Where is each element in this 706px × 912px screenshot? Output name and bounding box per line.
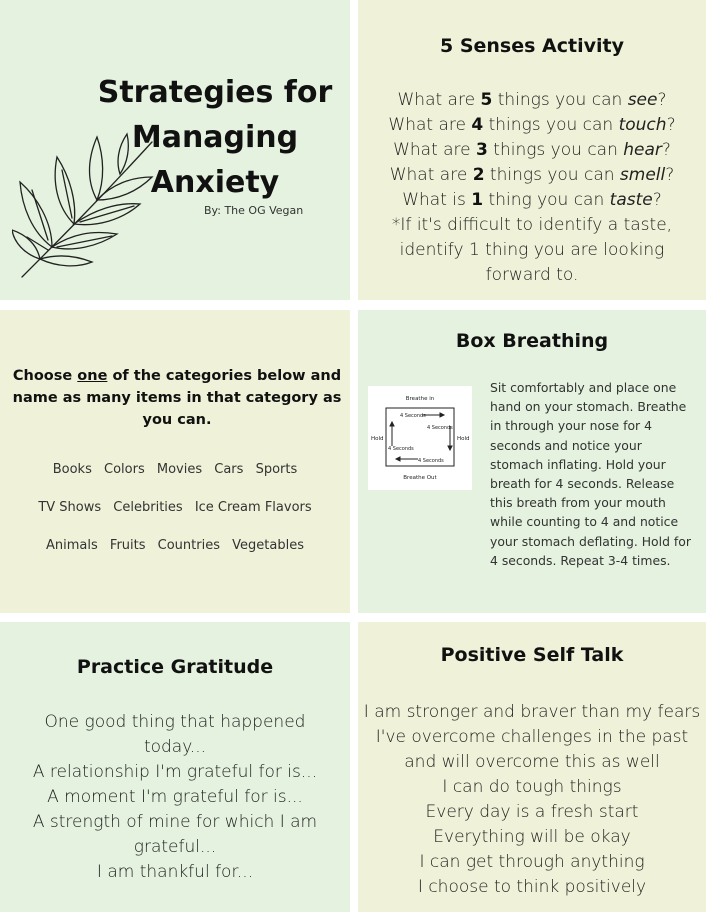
- category-item: Countries: [157, 538, 220, 553]
- diagram-right-label: Hold: [457, 436, 470, 442]
- self-talk-card: [358, 622, 706, 912]
- gratitude-list: [0, 710, 350, 885]
- diagram-seconds-label: 4 Seconds: [400, 413, 426, 419]
- self-talk-line: I am stronger and braver than my fears: [363, 702, 701, 722]
- category-item: Celebrities: [113, 500, 183, 515]
- title-card: [0, 0, 350, 300]
- self-talk-list: [358, 700, 706, 900]
- five-senses-list: [358, 88, 706, 288]
- self-talk-line: I choose to think positively: [417, 877, 647, 897]
- author-byline: By: The OG Vegan: [204, 204, 304, 217]
- self-talk-line: Everything will be okay: [433, 827, 631, 847]
- gratitude-line: I am thankful for...: [96, 862, 254, 882]
- category-row: [0, 462, 350, 477]
- self-talk-line: I've overcome challenges in the past and will overcome this as well: [375, 727, 689, 772]
- self-talk-line: I can do tough things: [442, 777, 622, 797]
- box-breathing-instructions: Sit comfortably and place one hand on your stomach. Breathe in through your nose for 4 seconds and notice your stomach inflating. Hold your breath for 4 seconds. Release this breath from your mouth while counting to 4 and notice your stomach deflating. Hold for 4 seconds. Repeat 3-4 times.: [490, 380, 691, 568]
- category-item: Books: [52, 462, 92, 477]
- category-item: Cars: [214, 462, 244, 477]
- category-item: Ice Cream Flavors: [194, 500, 312, 515]
- category-item: Sports: [255, 462, 298, 477]
- diagram-seconds-label: 4 Seconds: [418, 458, 444, 464]
- category-item: Animals: [46, 538, 98, 553]
- gratitude-line: A relationship I'm grateful for is...: [32, 762, 318, 782]
- category-item: Fruits: [109, 538, 146, 553]
- category-item: TV Shows: [38, 500, 102, 515]
- category-row: [0, 538, 350, 553]
- box-breathing-diagram: [368, 386, 472, 490]
- categories-instructions: Choose one of the categories below and name as many items in that category as you can.: [12, 368, 342, 428]
- gratitude-card: [0, 622, 350, 912]
- diagram-left-label: Hold: [371, 436, 384, 442]
- diagram-seconds-label: 4 Seconds: [427, 425, 453, 431]
- gratitude-line: A strength of mine for which I am grateful...: [32, 812, 318, 857]
- category-item: Vegetables: [232, 538, 304, 553]
- categories-card: [0, 310, 350, 613]
- senses-line: What are 3 things you can hear?: [393, 140, 671, 160]
- page-title: Strategies for Managing Anxiety: [97, 75, 333, 200]
- gratitude-line: A moment I'm grateful for is...: [47, 787, 303, 807]
- category-item: Movies: [156, 462, 203, 477]
- diagram-seconds-label: 4 Seconds: [388, 446, 414, 452]
- five-senses-heading: 5 Senses Activity: [440, 35, 624, 57]
- senses-line: What are 5 things you can see?: [397, 90, 667, 110]
- diagram-top-label: Breathe in: [405, 396, 435, 402]
- box-breathing-heading: Box Breathing: [455, 330, 609, 352]
- diagram-bottom-label: Breathe Out: [403, 475, 437, 481]
- self-talk-heading: Positive Self Talk: [440, 644, 624, 666]
- box-breathing-card: [358, 310, 706, 613]
- senses-line: What are 2 things you can smell?: [389, 165, 675, 185]
- category-item: Colors: [104, 462, 145, 477]
- category-row: [0, 500, 350, 515]
- gratitude-line: One good thing that happened today...: [44, 712, 306, 757]
- senses-line: What is 1 thing you can taste?: [402, 190, 662, 210]
- self-talk-line: Every day is a fresh start: [425, 802, 639, 822]
- self-talk-line: I can get through anything: [419, 852, 645, 872]
- senses-line: What are 4 things you can touch?: [388, 115, 676, 135]
- five-senses-card: [358, 0, 706, 300]
- senses-note: *If it's difficult to identify a taste, identify 1 thing you are looking forward to.: [391, 215, 673, 285]
- gratitude-heading: Practice Gratitude: [76, 656, 274, 678]
